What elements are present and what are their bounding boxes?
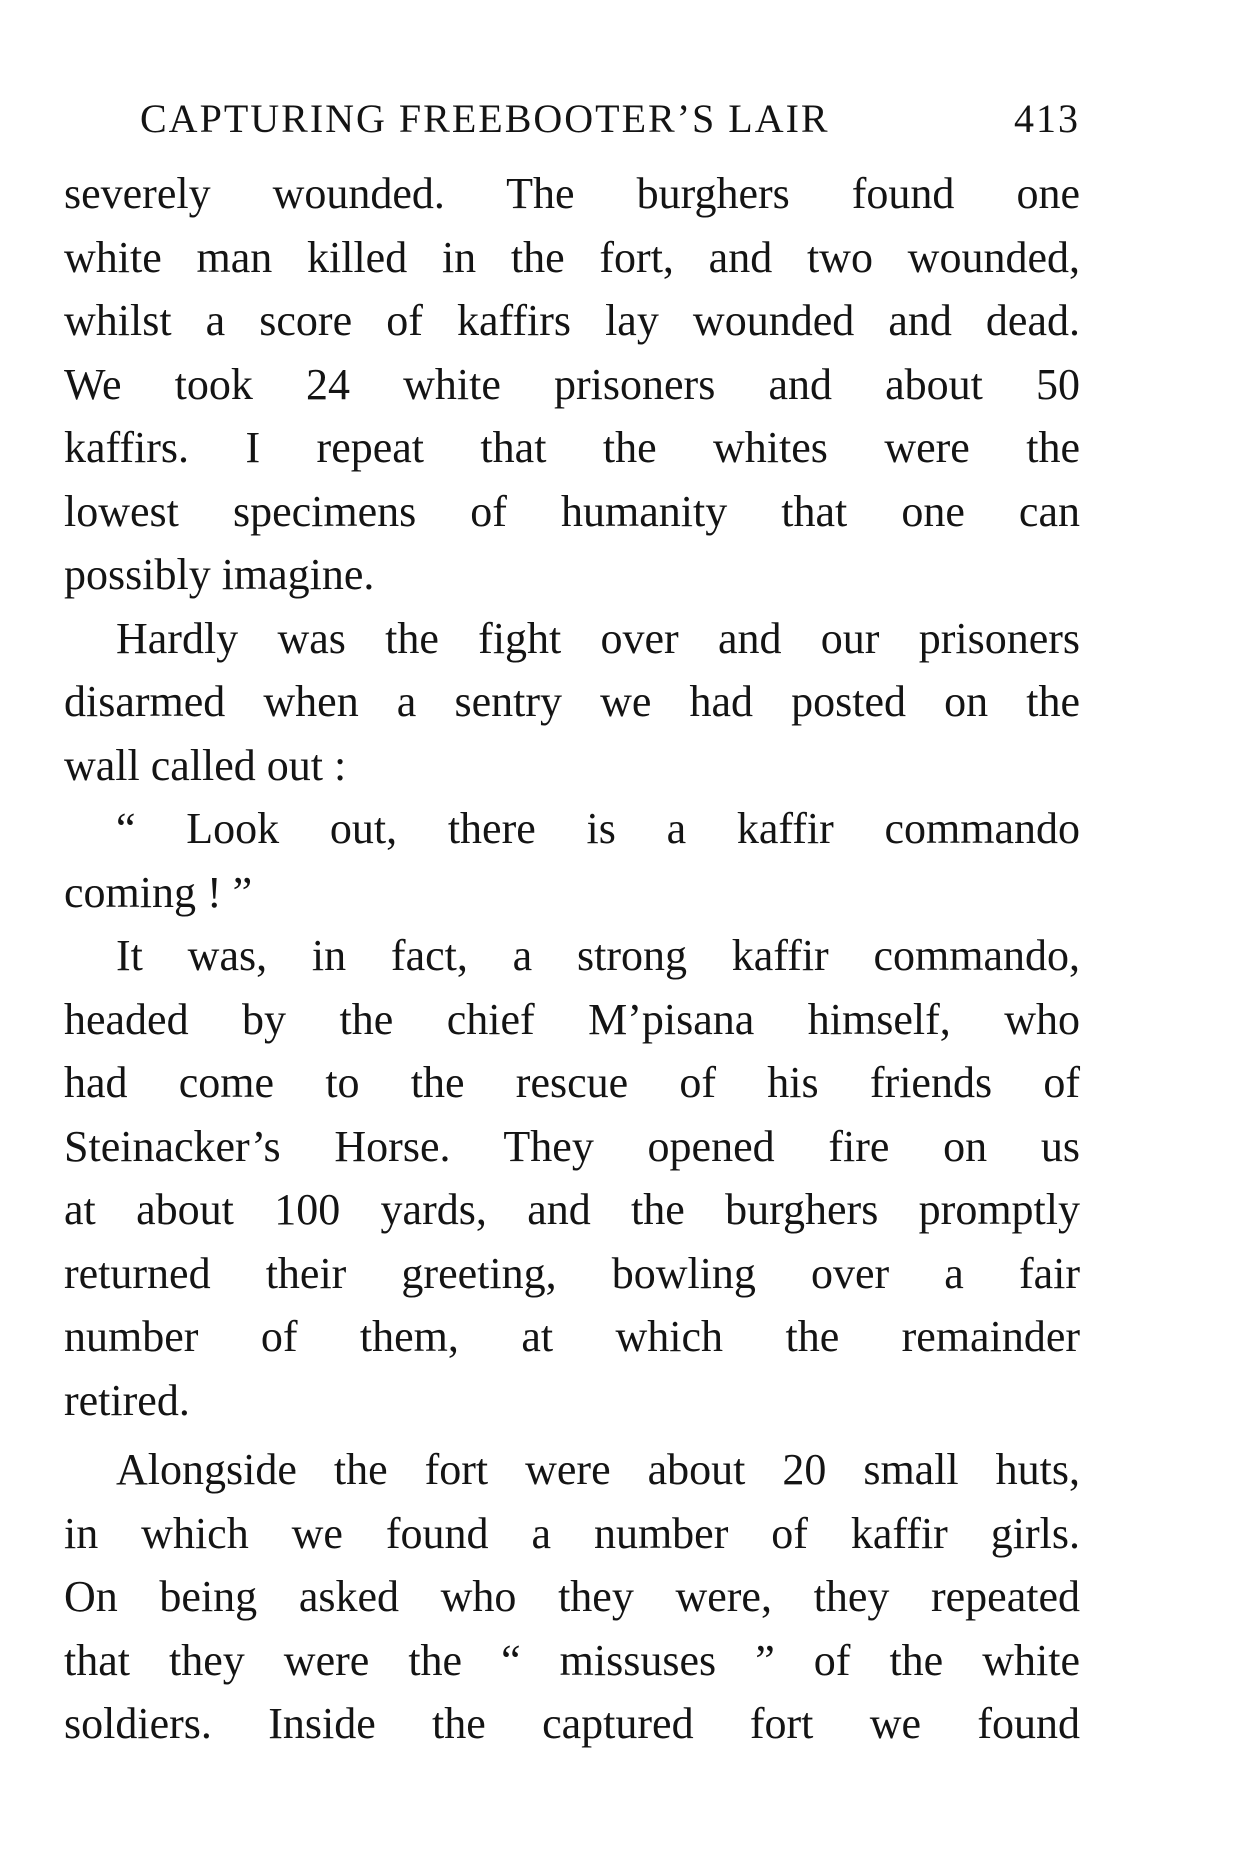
text-line: in which we found a number of kaffir girls. [64,1508,1080,1558]
page-number: 413 [1014,96,1080,141]
text-line: kaffirs. I repeat that the whites were the [64,423,1080,472]
text-line: Hardly was the fight over and our prisoners [116,613,1080,663]
text-line: returned their greeting, bowling over a fair [64,1248,1080,1298]
running-title: CAPTURING FREEBOOTER’S LAIR [140,96,830,141]
text-line: retired. [64,1375,190,1425]
paragraph [64,924,1080,1432]
text-line: had come to the rescue of his friends of [64,1058,1080,1107]
text-line: “ Look out, there is a kaffir commando [116,804,1080,853]
text-line: We took 24 white prisoners and about 50 [64,359,1080,409]
paragraph [64,607,1080,798]
text-line: Alongside the fort were about 20 small huts, [116,1445,1080,1494]
text-line: severely wounded. The burghers found one [64,169,1080,218]
text-line: soldiers. Inside the captured fort we found [64,1699,1080,1748]
text-line: disarmed when a sentry we had posted on the [64,677,1080,726]
paragraph [64,797,1080,924]
text-line: at about 100 yards, and the burghers promptly [64,1185,1080,1234]
text-line: coming ! ” [64,867,253,917]
paragraph [64,162,1080,607]
text-line: white man killed in the fort, and two wounded, [64,232,1080,282]
text-line: lowest specimens of humanity that one can [64,486,1080,536]
body-text [64,162,1080,1756]
text-line: possibly imagine. [64,550,375,599]
paragraph [64,1438,1080,1756]
text-line: number of them, at which the remainder [64,1312,1080,1361]
text-line: Steinacker’s Horse. They opened fire on us [64,1121,1080,1171]
text-line: that they were the “ missuses ” of the white [64,1635,1080,1685]
text-line: It was, in fact, a strong kaffir commando, [116,931,1080,980]
text-line: headed by the chief M’pisana himself, who [64,994,1080,1044]
text-line: On being asked who they were, they repeated [64,1572,1080,1621]
text-line: whilst a score of kaffirs lay wounded and dead. [64,296,1080,345]
running-head [140,95,1080,155]
text-line: wall called out : [64,740,347,790]
